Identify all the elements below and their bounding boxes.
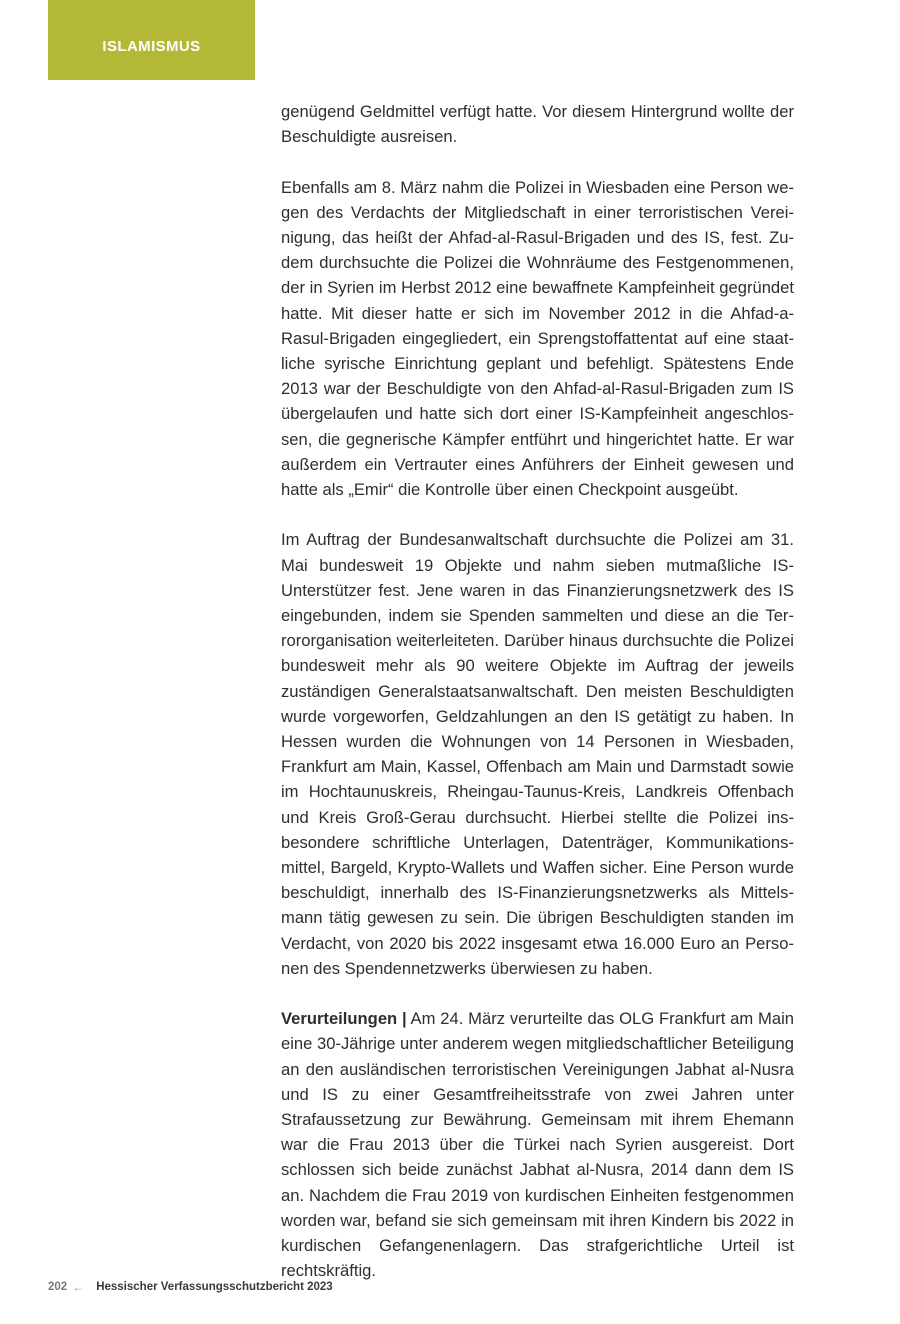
paragraph-verdicts <box>281 1006 794 1283</box>
section-tab <box>48 0 255 80</box>
document-title: Hessischer Verfassungsschutzbericht 2023 <box>96 1281 333 1293</box>
verdicts-lead: Verurteilungen | <box>281 1009 407 1029</box>
page-footer <box>48 1278 333 1296</box>
paragraph-search-operation: Im Auftrag der Bundesanwaltschaft durchsuchte die Polizei am 31. Mai bundesweit 19 Objekte und nahm sieben mutmaßliche IS-Unterstützer fest. Jene waren in das Finanzierungsnetzwerk des IS eingebunden, indem sie Spenden sammelten und diese an die Terrororganisation weiterleiteten. Darüber hinaus durchsuchte die Polizei bundesweit mehr als 90 weitere Objekte im Auftrag der jeweils zuständigen Generalstaatsanwaltschaft. Den meisten Beschuldigten wurde vorgeworfen, Geldzahlungen an den IS getätigt zu haben. In Hessen wurden die Wohnungen von 14 Personen in Wiesbaden, Frankfurt am Main, Kassel, Offenbach am Main und Darmstadt sowie im Hochtaunuskreis, Rheingau-Taunus-Kreis, Landkreis Offenbach und Kreis Groß-Gerau durchsucht. Hierbei stellte die Polizei insbesondere schriftliche Unterlagen, Datenträger, Kommunikationsmittel, Bargeld, Krypto-Wallets und Waffen sicher. Eine Person wurde beschuldigt, innerhalb des IS-Finanzierungsnetzwerks als Mittelsmann tätig gewesen zu sein. Die übrigen Beschuldigten standen im Verdacht, von 2020 bis 2022 insgesamt etwa 16.000 Euro an Personen des Spendennetzwerks überwiesen zu haben. <box>281 530 794 978</box>
main-text <box>281 99 794 1284</box>
paragraph-wiesbaden-arrest: Ebenfalls am 8. März nahm die Polizei in Wiesbaden eine Person wegen des Verdachts der Mitgliedschaft in einer terroristischen Vereinigung, das heißt der Ahfad-al-Rasul-Brigaden und des IS, fest. Zudem durchsuchte die Polizei die Wohnräume des Festgenommenen, der in Syrien im Herbst 2012 eine bewaffnete Kampfeinheit gegründet hatte. Mit dieser hatte er sich im November 2012 in die Ahfad-a-Rasul-Brigaden eingegliedert, ein Sprengstoffattentat auf eine staatliche syrische Einrichtung geplant und befehligt. Spätestens Ende 2013 war der Beschuldigte von den Ahfad-al-Rasul-Brigaden zum IS übergelaufen und hatte sich dort einer IS-Kampfeinheit angeschlossen, die gegnerische Kämpfer entführt und hingerichtet hatte. Er war außerdem ein Vertrauter eines Anführers der Einheit gewesen und hatte als „Emir“ die Kontrolle über einen Checkpoint ausgeübt. <box>281 177 794 500</box>
page-number: 202 <box>48 1281 68 1293</box>
paragraph-continuation: genügend Geldmittel verfügt hatte. Vor diesem Hintergrund wollte der Beschuldigte ausreisen. <box>281 102 794 147</box>
arrow-left-icon[interactable]: ← <box>72 1280 85 1294</box>
verdicts-text: Am 24. März verurteilte das OLG Frankfurt am Main eine 30-Jährige unter anderem wegen mitgliedschaftlicher Beteiligung an den ausländischen terroristischen Vereinigungen Jabhat al-Nusra und IS zu einer Gesamtfreiheitsstrafe von zwei Jahren unter Strafaussetzung zur Bewährung. Gemeinsam mit ihrem Ehemann war die Frau 2013 über die Türkei nach Syrien ausgereist. Dort schlossen sich beide zunächst Jabhat al-Nusra, 2014 dann dem IS an. Nachdem die Frau 2019 von kurdischen Einheiten festgenommen worden war, befand sie sich gemeinsam mit ihren Kindern bis 2022 in kurdischen Gefangenenlagern. Das strafgerichtliche Urteil ist rechtskräftig. <box>281 1009 794 1281</box>
section-label: ISLAMISMUS <box>102 37 201 55</box>
